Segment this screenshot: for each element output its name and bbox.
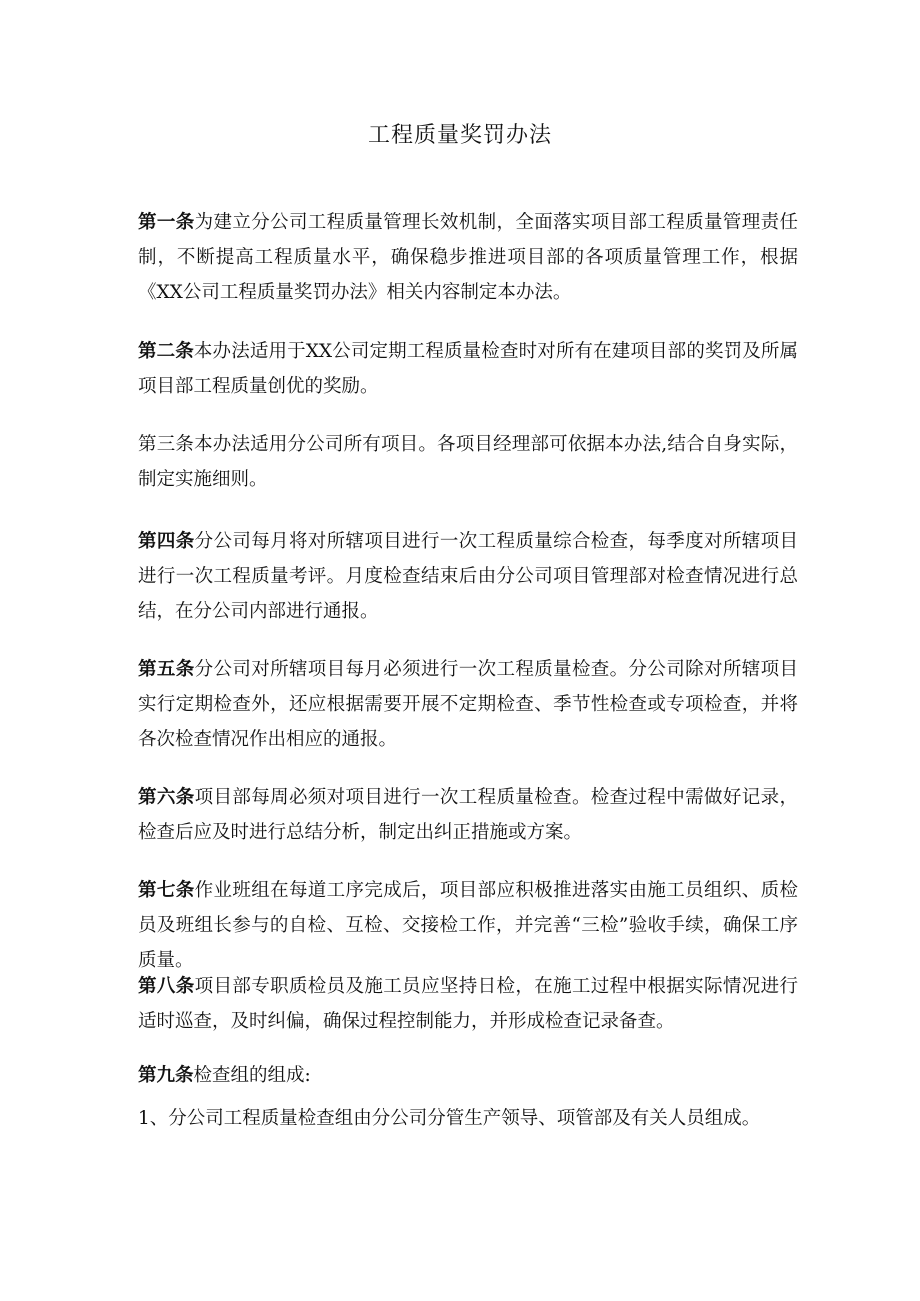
- document-title: 工程质量奖罚办法: [367, 123, 552, 148]
- article-7-lead: 第七条: [138, 880, 195, 901]
- article-5: [138, 652, 798, 757]
- article-7: [138, 873, 798, 978]
- article-3-text: 第三条本办法适用分公司所有项目。各项目经理部可依据本办法,结合自身实际，制定实施细则。: [138, 434, 798, 490]
- article-3: [138, 427, 798, 497]
- article-4: [138, 524, 798, 629]
- article-2-text: 本办法适用于XX公司定期工程质量检查时对所有在建项目部的奖罚及所属项目部工程质量创优的奖励。: [138, 341, 798, 397]
- article-5-lead: 第五条: [138, 659, 195, 680]
- list-item-1-text: 1、分公司工程质量检查组由分公司分管生产领导、项管部及有关人员组成。: [138, 1108, 761, 1129]
- article-6: [138, 780, 798, 850]
- article-2-lead: 第二条: [138, 341, 194, 362]
- article-6-text: 项目部每周必须对项目进行一次工程质量检查。检查过程中需做好记录，检查后应及时进行总结分析，制定出纠正措施或方案。: [138, 787, 798, 843]
- article-5-text: 分公司对所辖项目每月必须进行一次工程质量检查。分公司除对所辖项目实行定期检查外，还应根据需要开展不定期检查、季节性检查或专项检查，并将各次检查情况作出相应的通报。: [138, 659, 798, 750]
- article-1: [138, 205, 798, 310]
- article-8-lead: 第八条: [138, 976, 195, 997]
- article-4-text: 分公司每月将对所辖项目进行一次工程质量综合检查，每季度对所辖项目进行一次工程质量考评。月度检查结束后由分公司项目管理部对检查情况进行总结，在分公司内部进行通报。: [138, 531, 798, 622]
- article-2: [138, 334, 798, 404]
- article-8-text: 项目部专职质检员及施工员应坚持日检，在施工过程中根据实际情况进行适时巡查，及时纠偏，确保过程控制能力，并形成检查记录备查。: [138, 976, 798, 1032]
- article-1-lead: 第一条: [138, 212, 195, 233]
- article-8: [138, 969, 798, 1039]
- article-6-lead: 第六条: [138, 787, 195, 808]
- article-9-lead: 第九条: [138, 1065, 194, 1086]
- article-4-lead: 第四条: [138, 531, 195, 552]
- article-9: [138, 1058, 798, 1093]
- article-9-text: 检查组的组成:: [193, 1065, 311, 1086]
- article-7-text: 作业班组在每道工序完成后，项目部应积极推进落实由施工员组织、质检员及班组长参与的自检、互检、交接检工作，并完善“三检”验收手续，确保工序质量。: [138, 880, 798, 971]
- list-item-1: [138, 1101, 798, 1136]
- article-1-text: 为建立分公司工程质量管理长效机制，全面落实项目部工程质量管理责任制，不断提高工程质量水平，确保稳步推进项目部的各项质量管理工作，根据《XX公司工程质量奖罚办法》相关内容制定本办法。: [138, 212, 798, 303]
